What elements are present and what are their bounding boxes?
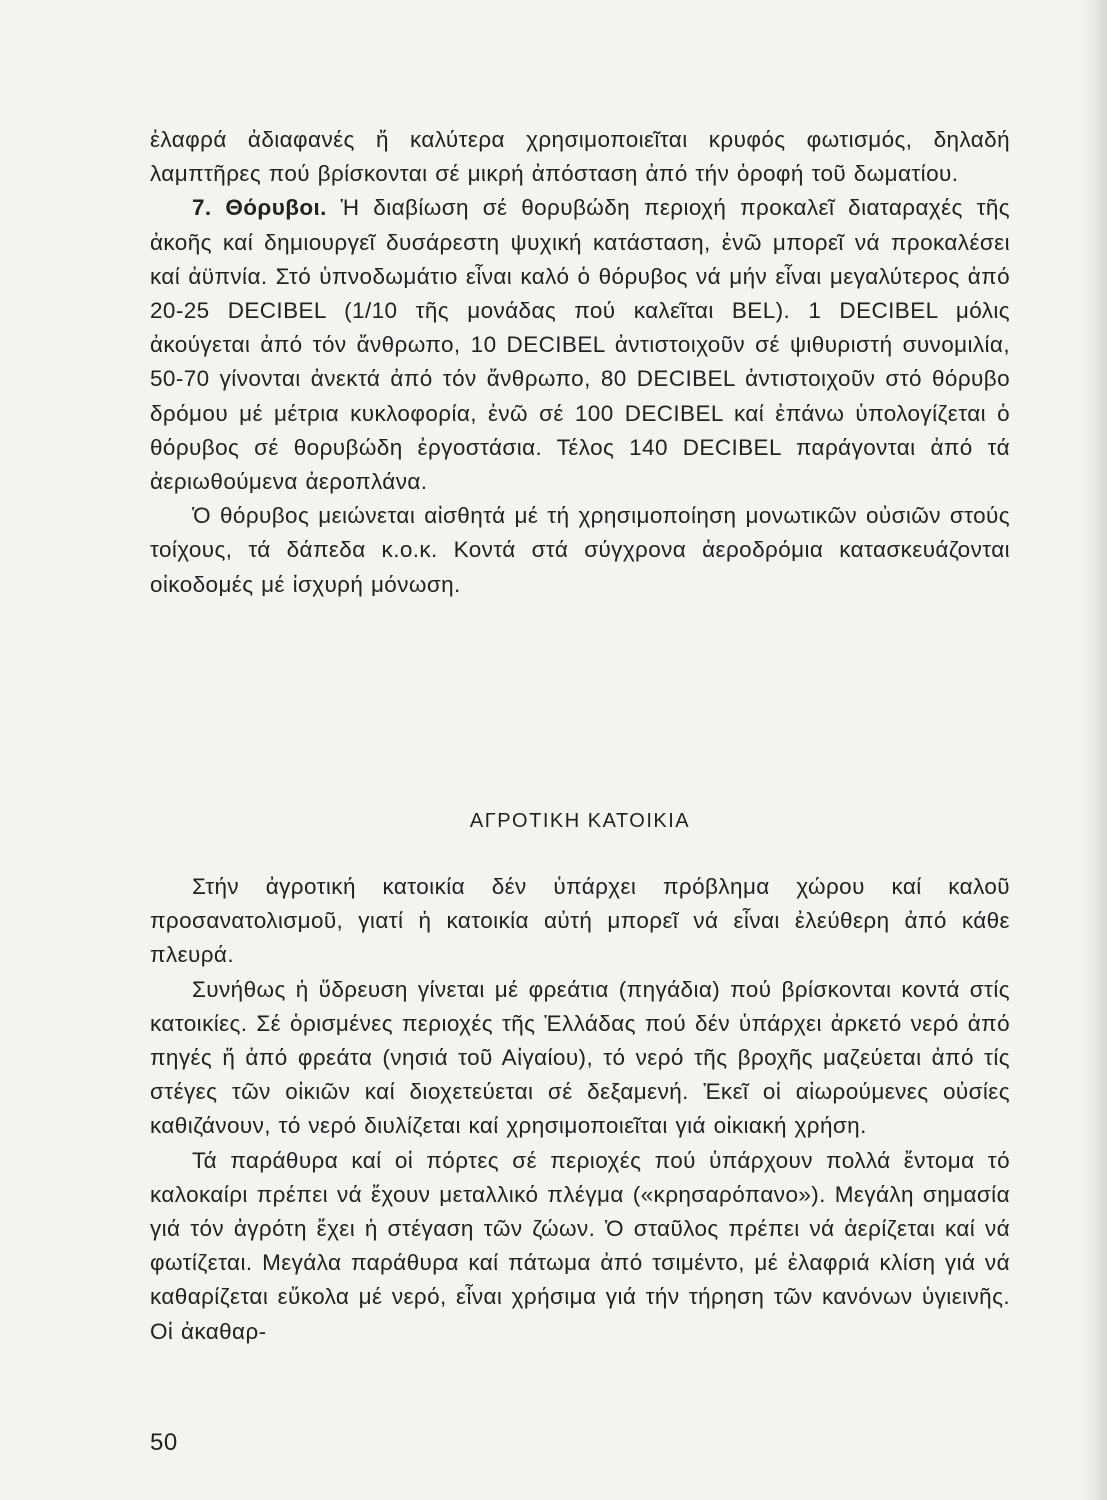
paragraph-noise-reduction: Ὁ θόρυβος μειώνεται αἰσθητά μέ τή χρησιμοποίηση μονωτικῶν οὐσιῶν στούς τοίχους, τά δάπεδα κ.ο.κ. Κοντά στά σύγχρονα ἀεροδρόμια κατασκευάζονται οἰκοδομές μέ ἰσχυρή μόνωση. xyxy=(150,503,1010,597)
lower-text-block xyxy=(150,870,1010,1349)
noise-text: Ἡ διαβίωση σέ θορυβώδη περιοχή προκαλεῖ διαταραχές τῆς ἀκοῆς καί δημιουργεῖ δυσάρεστη ψυχική κατάσταση, ἐνῶ μπορεῖ νά προκαλέσει καί ἀϋπνία. Στό ὑπνοδωμάτιο εἶναι καλό ὁ θόρυβος νά μήν εἶναι μεγαλύτερος ἀπό 20-25 DECIBEL (1/10 τῆς μονάδας πού καλεῖται BEL). 1 DECIBEL μόλις ἀκούγεται ἀπό τόν ἄνθρωπο, 10 DECIBEL ἀντιστοιχοῦν σέ ψιθυριστή συνομιλία, 50-70 γίνονται ἀνεκτά ἀπό τόν ἄνθρωπο, 80 DECIBEL ἀντιστοιχοῦν στό θόρυβο δρόμου μέ μέτρια κυκλοφορία, ἐνῶ σέ 100 DECIBEL καί ἐπάνω ὑπολογίζεται ὁ θόρυβος σέ θορυβώδη ἐργοστάσια. Τέλος 140 DECIBEL παράγονται ἀπό τά ἀεριωθούμενα ἀεροπλάνα. xyxy=(150,195,1011,495)
paragraph-windows-stables: Τά παράθυρα καί οἱ πόρτες σέ περιοχές πού ὑπάρχουν πολλά ἔντομα τό καλοκαίρι πρέπει νά ἔχουν μεταλλικό πλέγμα («κρησαρόπανο»). Μεγάλη σημασία γιά τόν ἀγρότη ἔχει ἡ στέγαση τῶν ζώων. Ὁ σταῦλος πρέπει νά ἀερίζεται καί νά φωτίζεται. Μεγάλα παράθυρα καί πάτωμα ἀπό τσιμέντο, μέ ἐλαφριά κλίση γιά νά καθαρίζεται εὔκολα μέ νερό, εἶναι χρήσιμα γιά τήν τήρηση τῶν κανόνων ὑγιεινῆς. Οἱ ἀκαθαρ- xyxy=(150,1147,1010,1344)
section-title-rural-housing: ΑΓΡΟΤΙΚΗ ΚΑΤΟΙΚΙΑ xyxy=(469,810,691,832)
paragraph-rural-space: Στήν ἀγροτική κατοικία δέν ὑπάρχει πρόβλημα χώρου καί καλοῦ προσανατολισμοῦ, γιατί ἡ κατοικία αὐτή μπορεῖ νά εἶναι ἐλεύθερη ἀπό κάθε πλευρά. xyxy=(150,874,1010,968)
paragraph-lighting-continuation: ἐλαφρά ἀδιαφανές ἤ καλύτερα χρησιμοποιεῖται κρυφός φωτισμός, δηλαδή λαμπτῆρες πού βρίσκονται σέ μικρή ἀπόσταση ἀπό τήν ὀροφή τοῦ δωματίου. xyxy=(150,127,1010,187)
section-heading-noise: 7. Θόρυβοι. xyxy=(192,195,327,221)
paragraph-water-supply: Συνήθως ἡ ὕδρευση γίνεται μέ φρεάτια (πηγάδια) πού βρίσκονται κοντά στίς κατοικίες. Σέ ὁρισμένες περιοχές τῆς Ἑλλάδας πού δέν ὑπάρχει ἀρκετό νερό ἀπό πηγές ἤ ἀπό φρεάτα (νησιά τοῦ Αἰγαίου), τό νερό τῆς βροχῆς μαζεύεται ἀπό τίς στέγες τῶν οἰκιῶν καί διοχετεύεται σέ δεξαμενή. Ἐκεῖ οἱ αἰωρούμενες οὐσίες καθιζάνουν, τό νερό διυλίζεται καί χρησιμοποιεῖται γιά οἰκιακή χρήση. xyxy=(150,976,1010,1139)
page-number: 50 xyxy=(150,1429,178,1456)
page-edge-shadow xyxy=(1079,0,1107,1500)
upper-text-block xyxy=(150,123,1010,602)
paragraph-noise xyxy=(150,191,1010,499)
